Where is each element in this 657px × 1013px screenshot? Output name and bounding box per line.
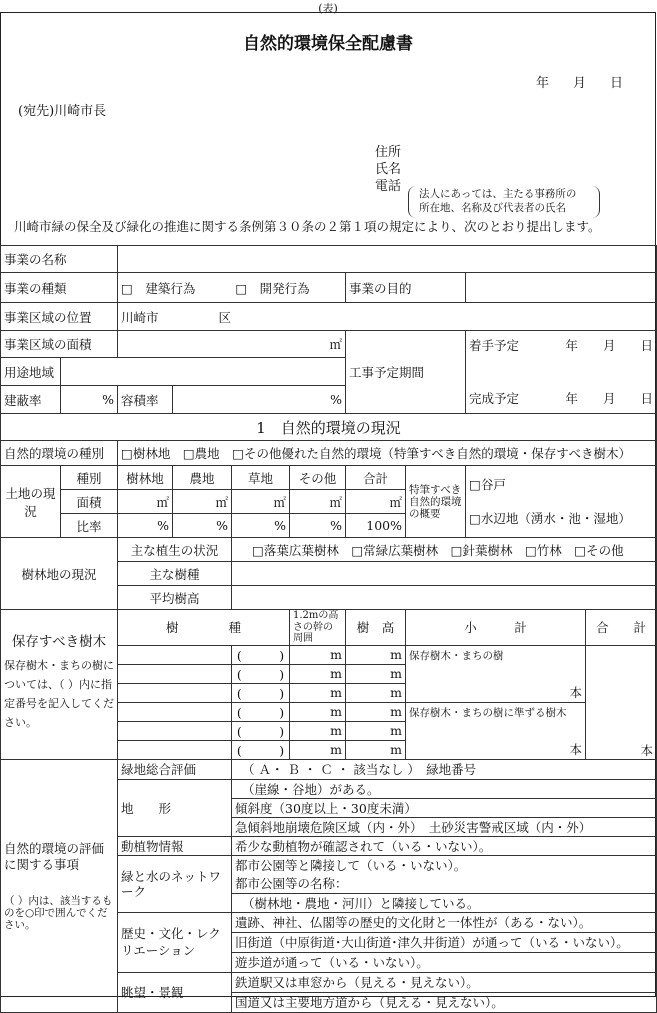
unit: 本 bbox=[569, 684, 583, 700]
girth-field[interactable]: m bbox=[290, 740, 346, 759]
subtotal-label: 保存樹木・まちの樹 bbox=[409, 649, 504, 662]
eval-terrain-line[interactable]: （崖線・谷地）がある。 bbox=[232, 779, 657, 798]
applicant-block bbox=[375, 144, 401, 195]
girth-field[interactable]: m bbox=[290, 645, 346, 664]
designation-number[interactable]: ( ) bbox=[232, 721, 290, 740]
ratio-row-label: 比率 bbox=[61, 514, 118, 538]
eval-history-label: 歴史・文化・レクリエーション bbox=[118, 912, 232, 972]
coverage-label: 建蔽率 bbox=[1, 386, 61, 414]
project-purpose-field[interactable] bbox=[466, 273, 657, 303]
vegetation-label: 主な植生の状況 bbox=[118, 538, 232, 562]
area-label: 事業区域の面積 bbox=[1, 331, 118, 358]
area-row-label: 面積 bbox=[61, 490, 118, 514]
girth-field[interactable]: m bbox=[290, 664, 346, 683]
evaluation-title: 自然的環境の評価に関する事項 bbox=[4, 840, 105, 872]
project-name-label: 事業の名称 bbox=[1, 246, 118, 273]
eval-wildlife-label: 動植物情報 bbox=[118, 836, 232, 855]
ratio-cell[interactable]: % bbox=[290, 514, 346, 538]
subtotal-label: 保存樹木・まちの樹に準ずる樹木 bbox=[409, 706, 567, 719]
total-header: 合 計 bbox=[586, 610, 657, 646]
girth-header: 1.2mの高さの幹の周囲 bbox=[290, 610, 346, 646]
subtotal-protected[interactable] bbox=[406, 645, 586, 702]
eval-greenery-field[interactable]: （ Ａ・ Ｂ ・ Ｃ ・ 該当なし ） 緑地番号 bbox=[232, 759, 657, 779]
species-label: 主な樹種 bbox=[118, 562, 232, 586]
species-field[interactable] bbox=[232, 562, 657, 586]
vegetation-options[interactable]: □落葉広葉樹林 □常緑広葉樹林 □針葉樹林 □竹林 □その他 bbox=[232, 538, 657, 562]
land-header: 樹林地 bbox=[118, 466, 173, 490]
area-cell[interactable]: ㎡ bbox=[118, 490, 173, 514]
tree-species-field[interactable] bbox=[118, 740, 232, 759]
eval-history-line[interactable]: 旧街道（中原街道･大山街道･津久井街道）が通って（いる・いない）。 bbox=[232, 932, 657, 952]
eval-network-line[interactable]: 都市公園等と隣接して（いる・いない）。 bbox=[232, 855, 657, 874]
period-field[interactable] bbox=[466, 331, 657, 414]
eval-view-line[interactable]: 鉄道駅又は車窓から（見える・見えない）。 bbox=[232, 972, 657, 992]
tree-height-field[interactable]: m bbox=[346, 721, 406, 740]
date-day: 日 bbox=[610, 76, 624, 91]
avg-height-label: 平均樹高 bbox=[118, 586, 232, 610]
tree-species-header: 樹 種 bbox=[118, 610, 290, 646]
start-label: 着手予定 bbox=[469, 338, 520, 353]
addressee: (宛先)川崎市長 bbox=[18, 104, 107, 119]
tree-height-field[interactable]: m bbox=[346, 645, 406, 664]
ratio-cell[interactable]: % bbox=[118, 514, 173, 538]
period-label: 工事予定期間 bbox=[346, 331, 466, 414]
checkbox-development[interactable]: □ 開発行為 bbox=[235, 280, 310, 296]
tree-species-field[interactable] bbox=[118, 645, 232, 664]
eval-view-label: 眺望・景観 bbox=[118, 972, 232, 1012]
coverage-field[interactable] bbox=[61, 386, 118, 414]
applicant-address-label[interactable]: 住所 bbox=[375, 145, 402, 160]
env-type-options[interactable]: □樹林地 □農地 □その他優れた自然的環境（特筆すべき自然的環境・保存すべき樹木） bbox=[118, 441, 657, 466]
height-header: 樹 高 bbox=[346, 610, 406, 646]
avg-height-field[interactable] bbox=[232, 586, 657, 610]
trees-label bbox=[1, 610, 118, 760]
checkbox-building[interactable]: □ 建築行為 bbox=[121, 280, 196, 296]
total-field[interactable]: 本 bbox=[586, 645, 657, 759]
location-field[interactable] bbox=[118, 303, 657, 331]
project-type-label: 事業の種類 bbox=[1, 273, 118, 303]
evaluation-note: （ ）内は、該当するものを○印で囲んでください。 bbox=[4, 894, 113, 931]
project-type-options bbox=[118, 273, 346, 303]
corporate-note bbox=[408, 186, 600, 218]
end-label: 完成予定 bbox=[469, 391, 520, 406]
location-city: 川崎市 bbox=[121, 309, 159, 325]
subtotal-quasi[interactable] bbox=[406, 702, 586, 759]
note-line: 法人にあっては、主たる事務所の bbox=[419, 188, 577, 200]
unit: ㎡ bbox=[329, 337, 343, 352]
eval-terrain-line[interactable]: 傾斜度（30度以上・30度未満） bbox=[232, 798, 657, 817]
checkbox-waterside[interactable]: □水辺地（湧水・池・湿地） bbox=[469, 510, 631, 526]
trees-instruction: 保存樹木・まちの樹については、（ ）内に指定番号を記入してください。 bbox=[4, 659, 114, 729]
form-label: (表) bbox=[318, 2, 338, 15]
location-label: 事業区域の位置 bbox=[1, 303, 118, 331]
applicant-phone-label[interactable]: 電話 bbox=[375, 179, 402, 194]
forest-label: 樹林地の現況 bbox=[1, 538, 118, 610]
land-header: 農地 bbox=[173, 466, 232, 490]
land-header: その他 bbox=[290, 466, 346, 490]
tree-height-field[interactable]: m bbox=[346, 683, 406, 702]
date-year: 年 bbox=[536, 76, 550, 91]
tree-height-field[interactable]: m bbox=[346, 740, 406, 759]
statement: 川崎市緑の保全及び緑化の推進に関する条例第３０条の２第１項の規定により、次のとおり提出します。 bbox=[14, 219, 601, 234]
tree-species-field[interactable] bbox=[118, 702, 232, 721]
eval-wildlife-line[interactable]: 希少な動植物が確認されて（いる・いない）。 bbox=[232, 836, 657, 855]
designation-number[interactable]: ( ) bbox=[232, 740, 290, 759]
checkbox-yato[interactable]: □谷戸 bbox=[469, 476, 506, 492]
date-month: 月 bbox=[573, 76, 587, 91]
area-cell[interactable]: ㎡ bbox=[346, 490, 406, 514]
area-cell[interactable]: ㎡ bbox=[232, 490, 290, 514]
girth-field[interactable]: m bbox=[290, 721, 346, 740]
land-label: 土地の現 況 bbox=[1, 466, 61, 538]
girth-field[interactable]: m bbox=[290, 683, 346, 702]
project-name-field[interactable] bbox=[118, 246, 657, 273]
form-title: 自然的環境保全配慮書 bbox=[243, 34, 413, 54]
tree-species-field[interactable] bbox=[118, 721, 232, 740]
submission-date[interactable] bbox=[536, 72, 647, 91]
location-ward: 区 bbox=[218, 309, 232, 325]
unit: % bbox=[102, 392, 115, 407]
eval-network-label: 緑と水のネットワーク bbox=[118, 855, 232, 912]
tree-height-field[interactable]: m bbox=[346, 664, 406, 683]
ratio-total: 100% bbox=[346, 514, 406, 538]
area-cell[interactable]: ㎡ bbox=[173, 490, 232, 514]
eval-history-line[interactable]: 遊歩道が通って（いる・いない）。 bbox=[232, 952, 657, 972]
designation-number[interactable]: ( ) bbox=[232, 664, 290, 683]
tree-height-field[interactable]: m bbox=[346, 702, 406, 721]
area-cell[interactable]: ㎡ bbox=[290, 490, 346, 514]
land-header: 合計 bbox=[346, 466, 406, 490]
notable-label: 特筆すべき自然的環境の概要 bbox=[406, 466, 466, 538]
eval-network-line[interactable]: （樹林地・農地・河川）と隣接している。 bbox=[232, 893, 657, 912]
area-field[interactable] bbox=[118, 331, 346, 358]
designation-number[interactable]: ( ) bbox=[232, 645, 290, 664]
far-label: 容積率 bbox=[118, 386, 173, 414]
land-header: 草地 bbox=[232, 466, 290, 490]
designation-number[interactable]: ( ) bbox=[232, 702, 290, 721]
far-field[interactable] bbox=[173, 386, 346, 414]
end-date[interactable]: 年 月 日 bbox=[565, 391, 654, 406]
zoning-field[interactable] bbox=[61, 358, 346, 386]
tree-species-field[interactable] bbox=[118, 683, 232, 702]
ratio-cell[interactable]: % bbox=[173, 514, 232, 538]
applicant-name-label[interactable]: 氏名 bbox=[375, 162, 402, 177]
eval-view-line[interactable]: 国道又は主要地方道から（見える・見えない）。 bbox=[232, 992, 657, 1012]
unit: % bbox=[330, 392, 343, 407]
unit: 本 bbox=[569, 741, 583, 757]
env-type-label: 自然的環境の種別 bbox=[1, 441, 118, 466]
land-header: 種別 bbox=[61, 466, 118, 490]
eval-network-line[interactable]: 都市公園等の名称： bbox=[232, 874, 657, 893]
notable-options bbox=[466, 466, 657, 538]
tree-species-field[interactable] bbox=[118, 664, 232, 683]
eval-greenery-label: 緑地総合評価 bbox=[118, 759, 232, 779]
eval-terrain-label: 地 形 bbox=[118, 779, 232, 836]
section-heading: 1 自然的環境の現況 bbox=[1, 414, 657, 441]
designation-number[interactable]: ( ) bbox=[232, 683, 290, 702]
eval-terrain-line[interactable]: 急傾斜地崩壊危険区域（内・外） 土砂災害警戒区域（内・外） bbox=[232, 817, 657, 836]
trees-title: 保存すべき樹木 bbox=[11, 634, 107, 650]
start-date[interactable]: 年 月 日 bbox=[565, 338, 654, 353]
eval-history-line[interactable]: 遺跡、神社、仏閣等の歴史的文化財と一体性が（ある・ない）。 bbox=[232, 912, 657, 932]
girth-field[interactable]: m bbox=[290, 702, 346, 721]
project-purpose-label: 事業の目的 bbox=[346, 273, 466, 303]
evaluation-label bbox=[1, 759, 118, 1012]
zoning-label: 用途地域 bbox=[1, 358, 61, 386]
subtotal-header: 小 計 bbox=[406, 610, 586, 646]
note-line: 所在地、名称及び代表者の氏名 bbox=[419, 202, 566, 214]
form-table bbox=[0, 245, 657, 1013]
ratio-cell[interactable]: % bbox=[232, 514, 290, 538]
